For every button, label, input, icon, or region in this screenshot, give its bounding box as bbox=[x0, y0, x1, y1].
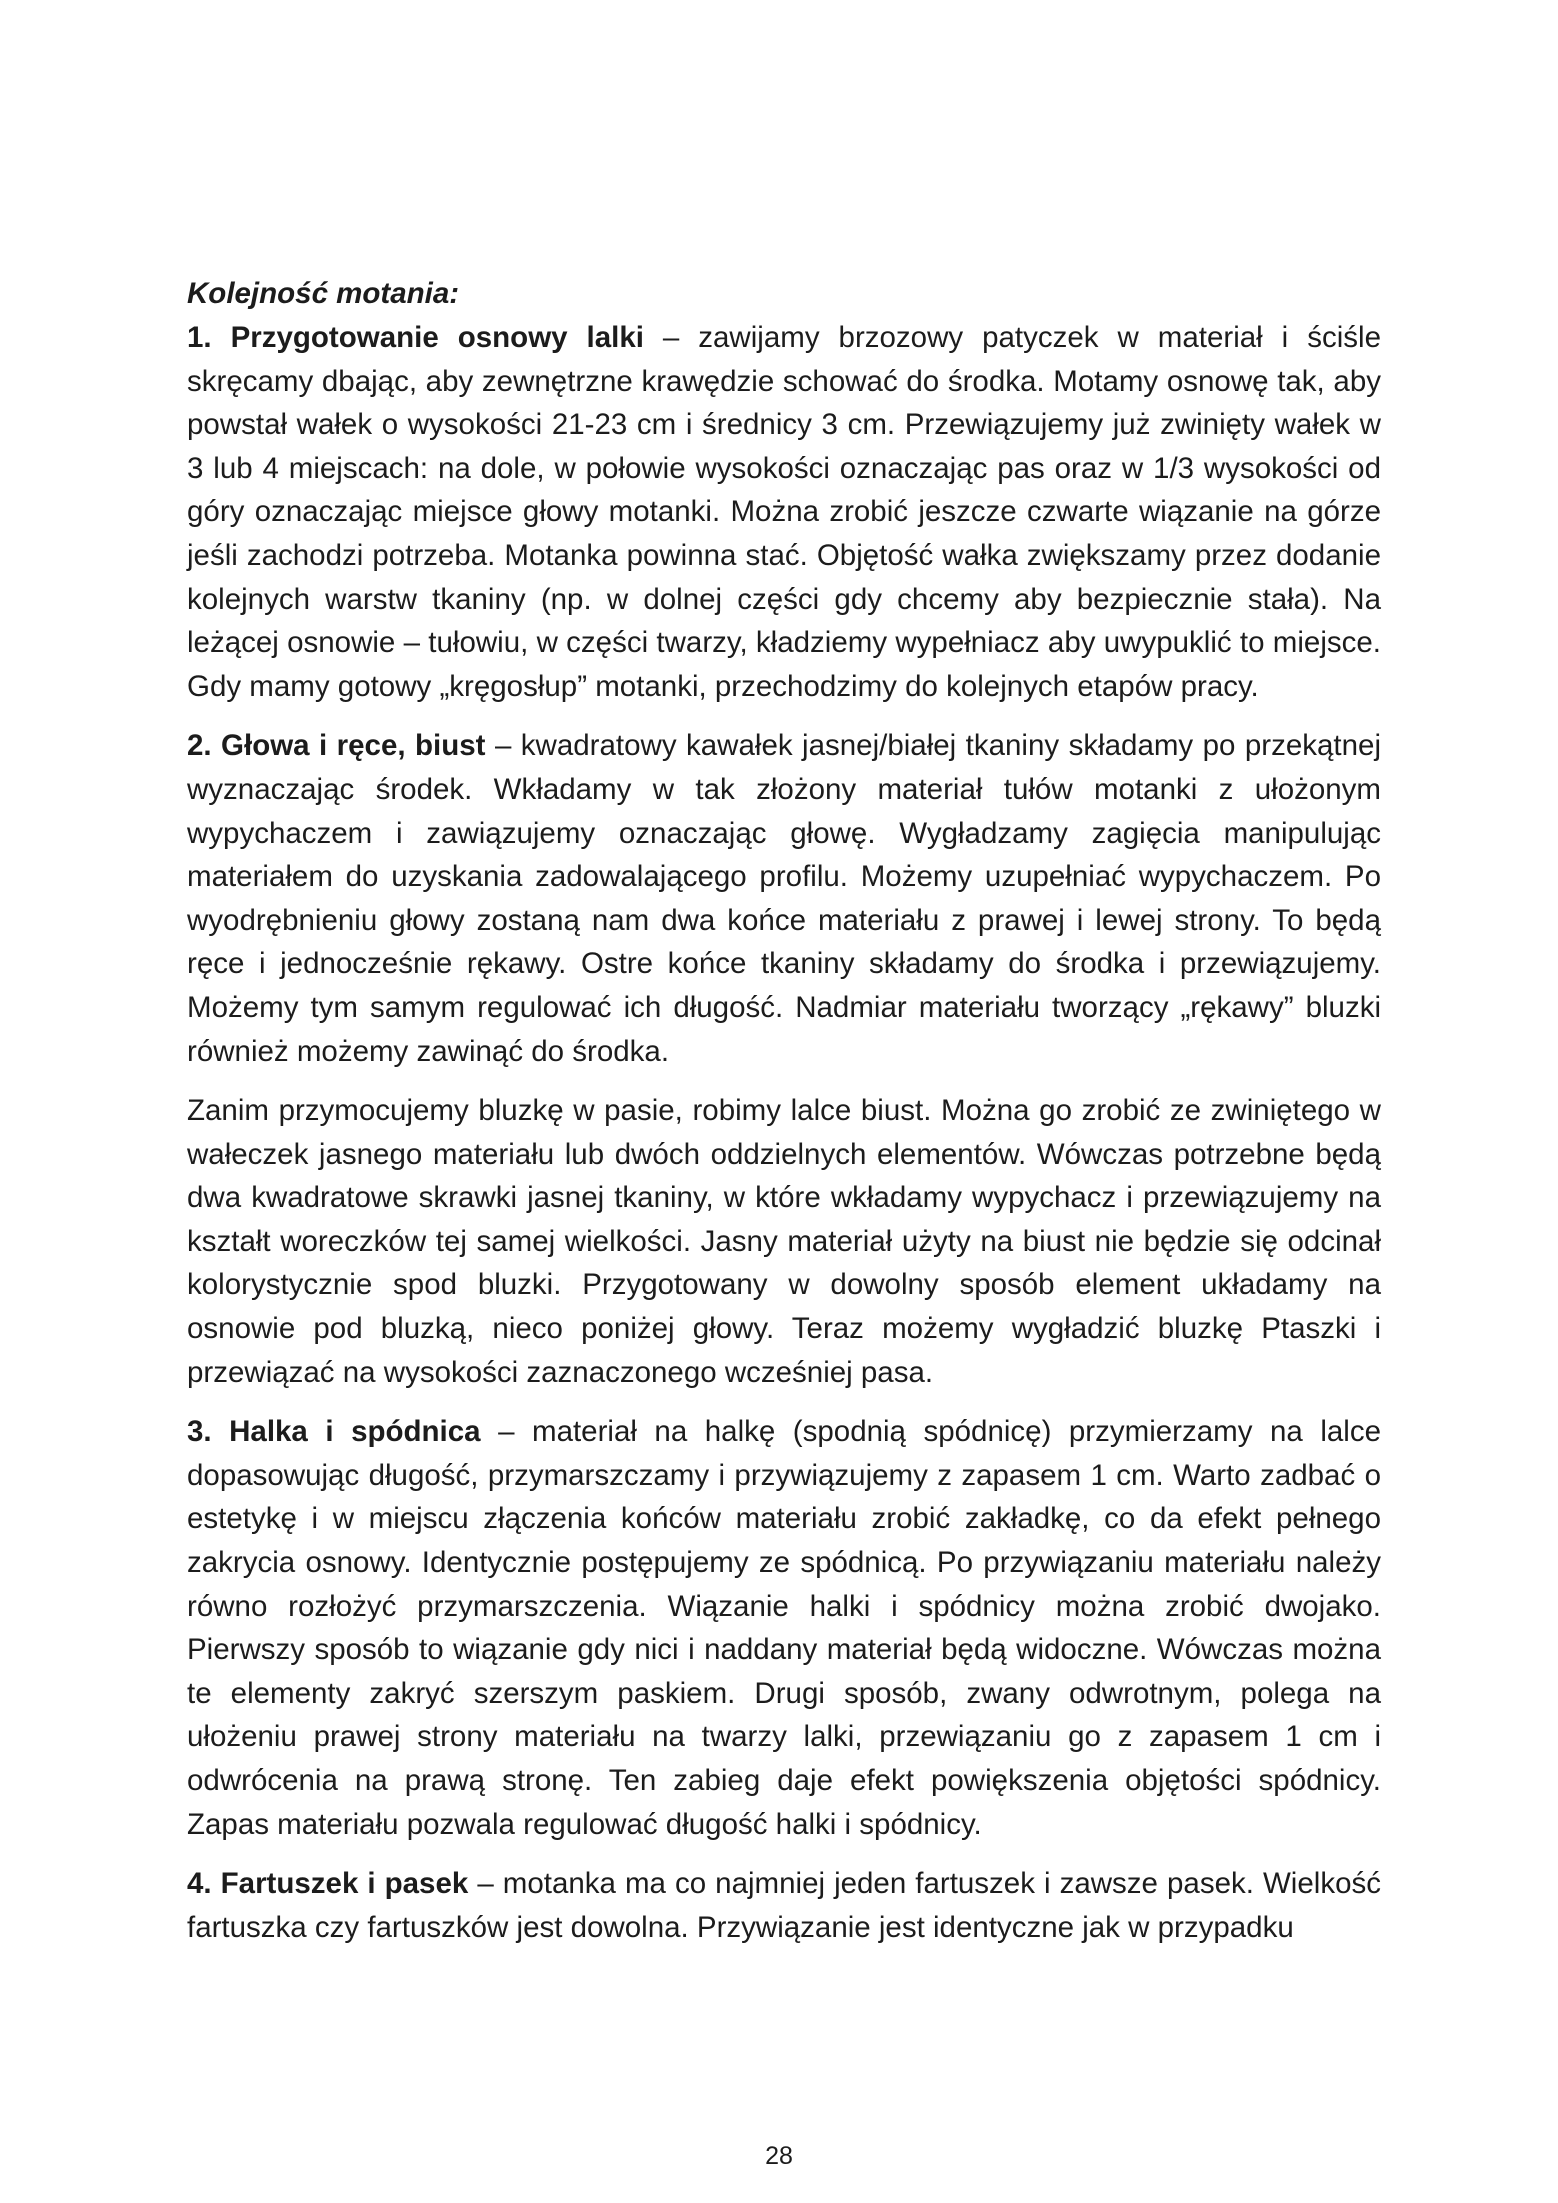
paragraph-lead: 4. Fartuszek i pasek bbox=[187, 1867, 469, 1901]
paragraph-apron-belt bbox=[187, 1862, 1381, 1949]
paragraph-petticoat-skirt bbox=[187, 1410, 1381, 1846]
page-body bbox=[187, 272, 1381, 1965]
paragraph-text: Zanim przymocujemy bluzkę w pasie, robimy lalce biust. Można go zrobić ze zwiniętego w wałeczek jasnego materiału lub dwóch oddzielnych elementów. Wówczas potrzebne będą dwa kwadratowe skrawki jasnej tkaniny, w które wkładamy wypychacz i przewiązujemy na kształt woreczków tej samej wielkości. Jasny materiał użyty na biust nie będzie się odcinał kolorystycznie spod bluzki. Przygotowany w dowolny sposób element układamy na osnowie pod bluzką, nieco poniżej głowy. Teraz możemy wygładzić bluzkę Ptaszki i przewiązać na wysokości zaznaczonego wcześniej pasa. bbox=[187, 1094, 1381, 1389]
paragraph-text: – motanka ma co najmniej jeden fartuszek i zawsze pasek. Wielkość fartuszka czy fartuszków jest dowolna. Przywiązanie jest identyczne jak w przypadku bbox=[187, 1867, 1381, 1944]
section-heading: Kolejność motania: bbox=[187, 277, 460, 310]
paragraph-lead: 2. Głowa i ręce, biust bbox=[187, 729, 486, 763]
paragraph-bust bbox=[187, 1089, 1381, 1394]
paragraph-lead: 1. Przygotowanie osnowy lalki bbox=[187, 321, 644, 354]
paragraph-text: – materiał na halkę (spodnią spódnicę) przymierzamy na lalce dopasowując długość, przymarszczamy i przywiązujemy z zapasem 1 cm. Warto zadbać o estetykę i w miejscu złączenia końców materiału zrobić zakładkę, co da efekt pełnego zakrycia osnowy. Identycznie postępujemy ze spódnicą. Po przywiązaniu materiału należy równo rozłożyć przymarszczenia. Wiązanie halki i spódnicy można zrobić dwojako. Pierwszy sposób to wiązanie gdy nici i naddany materiał będą widoczne. Wówczas można te elementy zakryć szerszym paskiem. Drugi sposób, zwany odwrotnym, polega na ułożeniu prawej strony materiału na twarzy lalki, przewiązaniu go z zapasem 1 cm i odwrócenia na prawą stronę. Ten zabieg daje efekt powiększenia objętości spódnicy. Zapas materiału pozwala regulować długość halki i spódnicy. bbox=[187, 1415, 1381, 1841]
paragraph-text: – zawijamy brzozowy patyczek w materiał i ściśle skręcamy dbając, aby zewnętrzne krawędzie schować do środka. Motamy osnowę tak, aby powstał wałek o wysokości 21-23 cm i średnicy 3 cm. Przewiązujemy już zwinięty wałek w 3 lub 4 miejscach: na dole, w połowie wysokości oznaczając pas oraz w 1/3 wysokości od góry oznaczając miejsce głowy motanki. Można zrobić jeszcze czwarte wiązanie na górze jeśli zachodzi potrzeba. Motanka powinna stać. Objętość wałka zwiększamy przez dodanie kolejnych warstw tkaniny (np. w dolnej części gdy chcemy aby bezpiecznie stała). Na leżącej osnowie – tułowiu, w części twarzy, kładziemy wypełniacz aby uwypuklić to miejsce. Gdy mamy gotowy „kręgosłup” motanki, przechodzimy do kolejnych etapów pracy. bbox=[187, 321, 1381, 703]
paragraph-text: – kwadratowy kawałek jasnej/białej tkaniny składamy po przekątnej wyznaczając środek. Wkładamy w tak złożony materiał tułów motanki z ułożonym wypychaczem i zawiązujemy oznaczając głowę. Wygładzamy zagięcia manipulując materiałem do uzyskania zadowalającego profilu. Możemy uzupełniać wypychaczem. Po wyodrębnieniu głowy zostaną nam dwa końce materiału z prawej i lewej strony. To będą ręce i jednocześnie rękawy. Ostre końce tkaniny składamy do środka i przewiązujemy. Możemy tym samym regulować ich długość. Nadmiar materiału tworzący „rękawy” bluzki również możemy zawinąć do środka. bbox=[187, 729, 1381, 1068]
paragraph-doll-base bbox=[187, 316, 1381, 708]
paragraph-head-hands bbox=[187, 724, 1381, 1073]
page-number: 28 bbox=[765, 2142, 793, 2170]
paragraph-lead: 3. Halka i spódnica bbox=[187, 1415, 481, 1449]
